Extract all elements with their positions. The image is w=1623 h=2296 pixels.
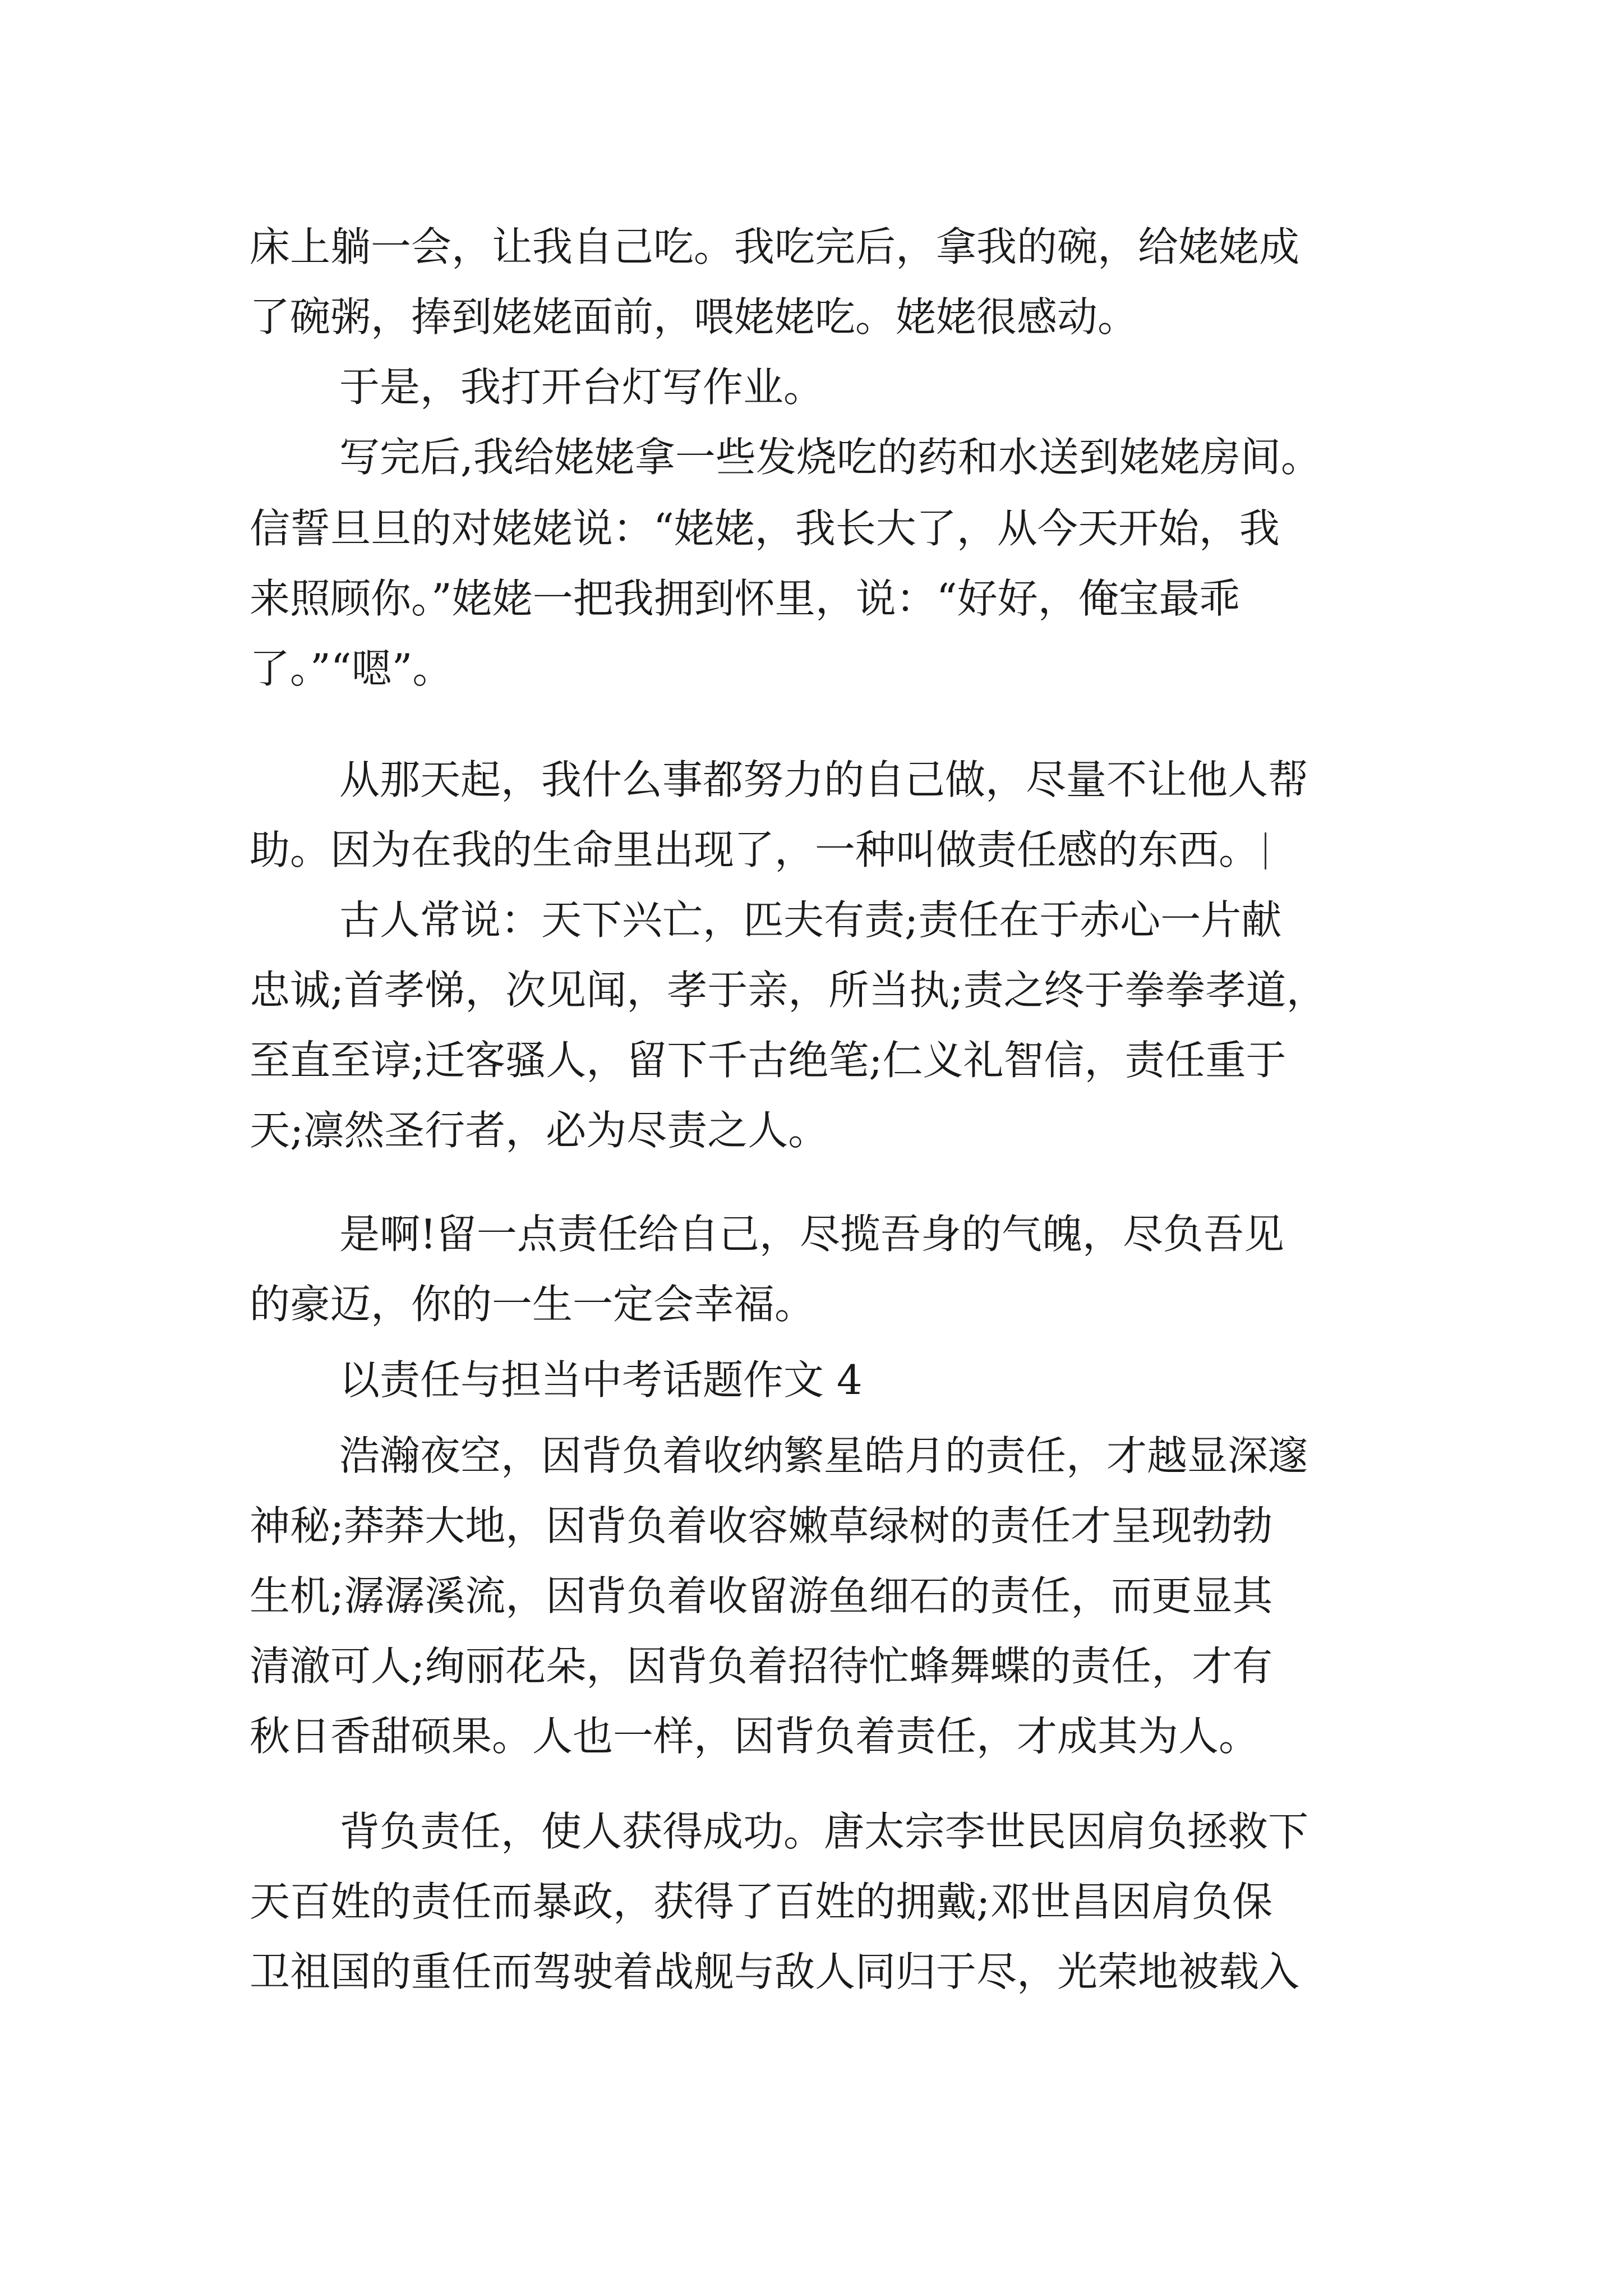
text-line [0,1703,1623,1770]
paragraph-first-line [0,1200,1623,1268]
text-line-content: 写完后,我给姥姥拿一些发烧吃的药和水送到姥姥房间。 [339,434,1321,481]
text-line-content [250,816,1266,884]
text-line-content: 天百姓的责任而暴政，获得了百姓的拥戴;邓世昌因肩负保 [250,1878,1273,1925]
text-line-content: 生机;潺潺溪流，因背负着收留游鱼细石的责任，而更显其 [250,1572,1273,1619]
text-line-content: 床上躺一会，让我自己吃。我吃完后，拿我的碗，给姥姥成 [250,223,1300,270]
text-line-content: 天;凛然圣行者，必为尽责之人。 [250,1107,829,1154]
text-line [0,635,1623,702]
text-line [0,1492,1623,1559]
paragraph-first-line [0,1422,1623,1489]
section-heading [0,1346,1623,1414]
text-line [0,1868,1623,1935]
paragraph-first-line [0,424,1623,491]
text-line-content: 忠诚;首孝悌，次见闻，孝于亲，所当执;责之终于拳拳孝道， [250,967,1327,1014]
text-line [0,283,1623,351]
text-line-content: 信誓旦旦的对姥姥说：“姥姥，我长大了，从今天开始，我 [250,505,1280,552]
text-line [0,1938,1623,2005]
text-line [0,495,1623,562]
text-line-content: 古人常说：天下兴亡，匹夫有责;责任在于赤心一片献 [339,896,1282,944]
text-line-content: 了。”“嗯”。 [250,645,453,692]
text-line [0,1097,1623,1164]
text-cursor [1265,832,1266,869]
text-line-content: 的豪迈，你的一生一定会幸福。 [250,1281,815,1328]
paragraph-first-line [0,886,1623,954]
paragraph-first-line [0,353,1623,421]
paragraph-first-line [0,1798,1623,1865]
text-line [0,213,1623,280]
text-line-content: 秋日香甜硕果。人也一样，因背负着责任，才成其为人。 [250,1713,1260,1760]
text-line-content: 了碗粥，捧到姥姥面前，喂姥姥吃。姥姥很感动。 [250,293,1138,341]
text-line-content: 于是，我打开台灯写作业。 [339,364,824,411]
paragraph-first-line [0,746,1623,813]
text-line [0,1562,1623,1630]
section-heading-text: 以责任与担当中考话题作文 4 [339,1356,863,1404]
text-line [0,1271,1623,1338]
text-line [0,956,1623,1024]
text-line [0,1027,1623,1094]
text-line-content: 至直至谆;迁客骚人，留下千古绝笔;仁义礼智信，责任重于 [250,1037,1287,1084]
text-line-content: 神秘;莽莽大地，因背负着收容嫩草绿树的责任才呈现勃勃 [250,1502,1273,1549]
text-line-content: 卫祖国的重任而驾驶着战舰与敌人同归于尽，光荣地被载入 [250,1948,1300,1995]
text-line [0,1632,1623,1700]
text-line [0,816,1623,884]
text-line-content: 是啊!留一点责任给自己，尽揽吾身的气魄，尽负吾见 [339,1211,1284,1258]
text-line [0,565,1623,632]
text-line-content: 清澈可人;绚丽花朵，因背负着招待忙蜂舞蝶的责任，才有 [250,1642,1273,1690]
text-line-content: 来照顾你。”姥姥一把我拥到怀里，说：“好好，俺宝最乖 [250,575,1240,622]
text-line-text: 助。因为在我的生命里出现了，一种叫做责任感的东西。 [250,826,1260,873]
text-line-content: 从那天起，我什么事都努力的自己做，尽量不让他人帮 [339,756,1309,803]
text-line-content: 浩瀚夜空，因背负着收纳繁星皓月的责任，才越显深邃 [339,1432,1309,1479]
text-line-content: 背负责任，使人获得成功。唐太宗李世民因肩负拯救下 [339,1808,1309,1855]
